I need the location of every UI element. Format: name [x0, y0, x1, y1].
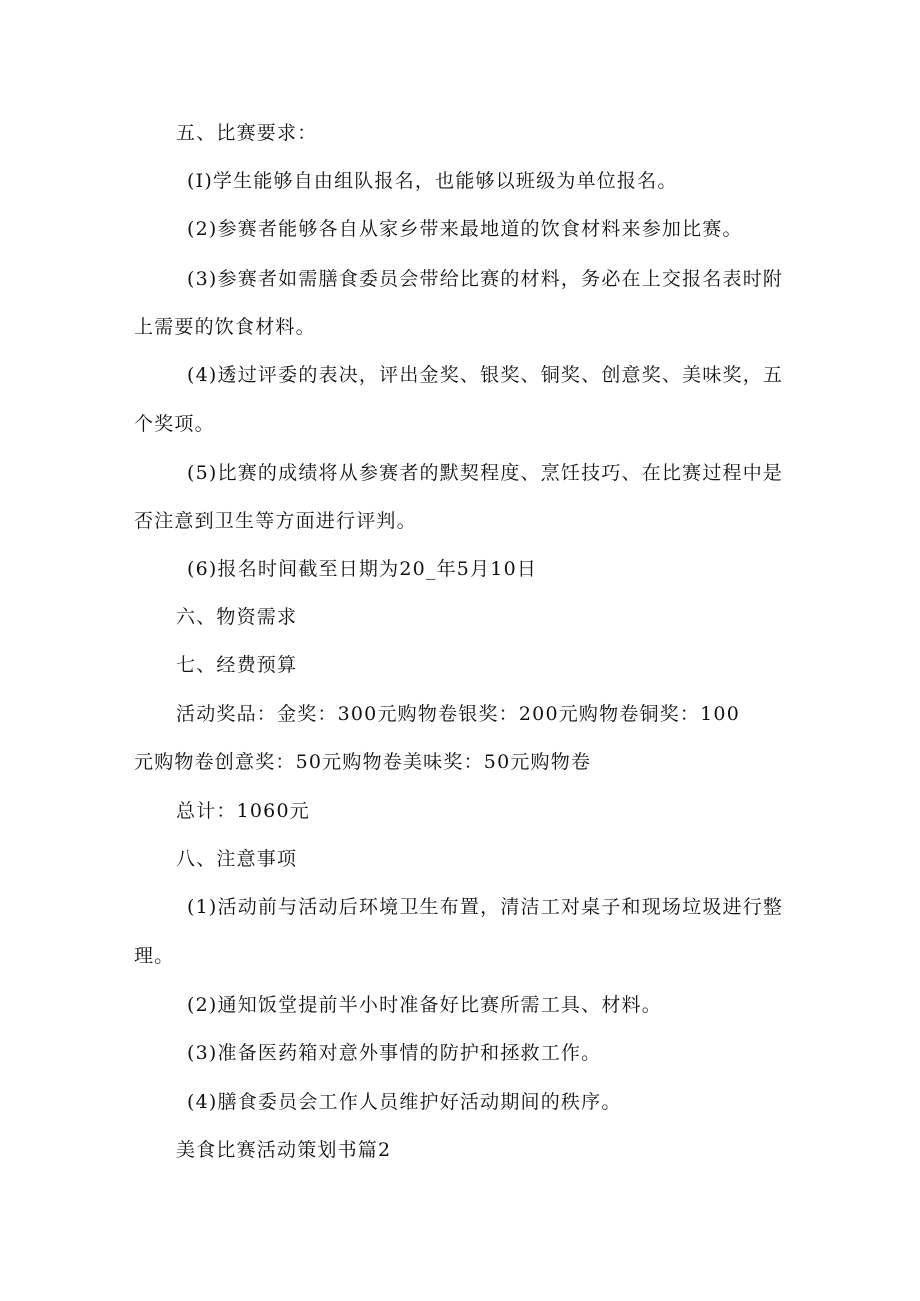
note-4: (4)膳食委员会工作人员维护好活动期间的秩序。	[187, 1091, 622, 1113]
prize-list-line-1: 活动奖品：金奖：300元购物卷银奖：200元购物卷铜奖：100	[176, 703, 740, 725]
requirement-3-line-1: (3)参赛者如需膳食委员会带给比赛的材料，务必在上交报名表时附	[187, 268, 784, 290]
note-2: (2)通知饭堂提前半小时准备好比赛所需工具、材料。	[187, 994, 662, 1016]
note-3: (3)准备医药箱对意外事情的防护和拯救工作。	[187, 1042, 602, 1064]
prize-list-line-2: 元购物卷创意奖：50元购物卷美味奖：50元购物卷	[134, 751, 592, 773]
section-heading-requirements: 五、比赛要求：	[176, 122, 318, 144]
requirement-5-line-1: (5)比赛的成绩将从参赛者的默契程度、烹饪技巧、在比赛过程中是	[187, 462, 784, 484]
section-heading-notes: 八、注意事项	[176, 848, 298, 870]
requirement-4-line-2: 个奖项。	[134, 413, 215, 435]
requirement-6: (6)报名时间截至日期为20_年5月10日	[187, 558, 538, 580]
requirement-3-line-2: 上需要的饮食材料。	[134, 316, 316, 338]
requirement-2: (2)参赛者能够各自从家乡带来最地道的饮食材料来参加比赛。	[187, 218, 743, 240]
requirement-1: (I)学生能够自由组队报名，也能够以班级为单位报名。	[187, 170, 678, 192]
requirement-5-line-2: 否注意到卫生等方面进行评判。	[134, 510, 417, 532]
budget-total: 总计：1060元	[176, 800, 310, 822]
next-section-title: 美食比赛活动策划书篇2	[176, 1139, 392, 1161]
requirement-4-line-1: (4)透过评委的表决，评出金奖、银奖、铜奖、创意奖、美味奖，五	[187, 364, 784, 386]
note-1-line-2: 理。	[134, 945, 175, 967]
section-heading-budget: 七、经费预算	[176, 654, 298, 676]
note-1-line-1: (1)活动前与活动后环境卫生布置，清洁工对桌子和现场垃圾进行整	[187, 896, 784, 918]
section-heading-materials: 六、物资需求	[176, 606, 298, 628]
